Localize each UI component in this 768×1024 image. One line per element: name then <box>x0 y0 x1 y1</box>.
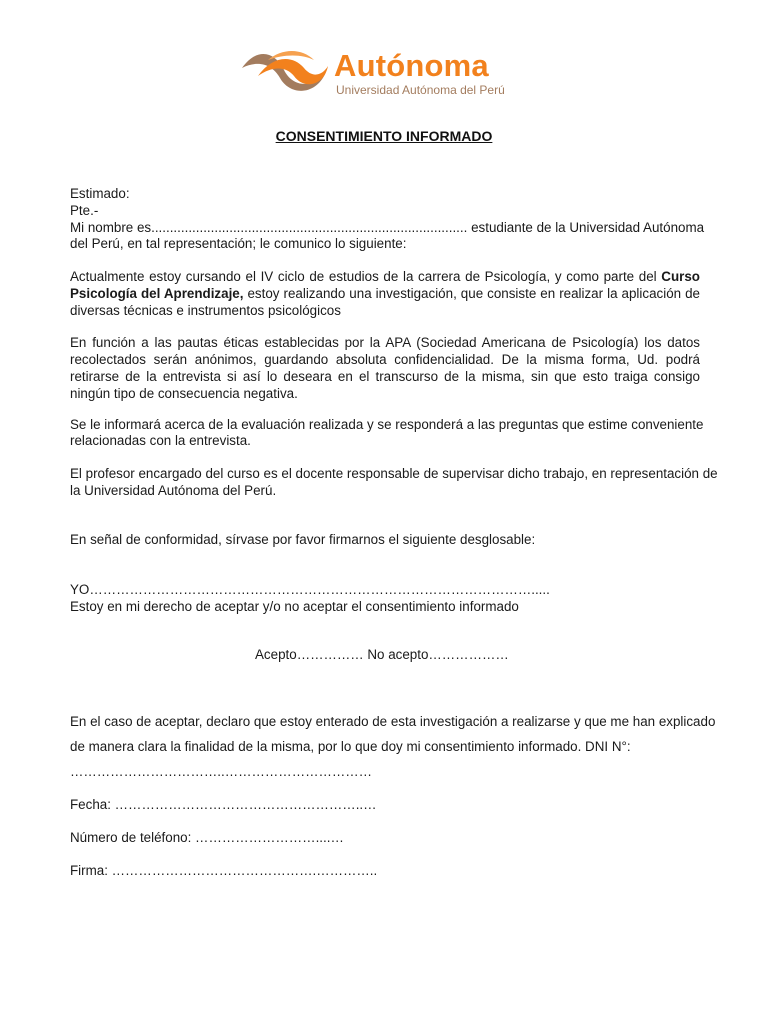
greeting-estimado: Estimado: <box>70 186 130 201</box>
name-blank: Mi nombre es..................................................................................... <box>70 220 468 235</box>
paragraph-evaluation-line-2: relacionadas con la entrevista. <box>70 433 251 448</box>
accept-reject-field[interactable]: Acepto…………… No acepto……………… <box>255 647 509 662</box>
phone-field[interactable]: Número de teléfono: ………………………....… <box>70 830 344 845</box>
intro-line-2: del Perú, en tal representación; le comunico lo siguiente: <box>70 236 407 251</box>
paragraph-conformity: En señal de conformidad, sírvase por favor firmarnos el siguiente desglosable: <box>70 532 536 547</box>
consent-right-text: Estoy en mi derecho de aceptar y/o no aceptar el consentimiento informado <box>70 599 519 614</box>
paragraph-ethics: En función a las pautas éticas establecidas por la APA (Sociedad Americana de Psicología) los datos recolectados serán anónimos, guardando absoluta confidencialidad. De la misma forma, Ud. podrá retirarse de la entrevista si así lo deseara en el transcurso de la misma, sin que esto traiga consigo ningún tipo de consecuencia negativa. <box>70 335 700 401</box>
declaration-line-2: de manera clara la finalidad de la misma, por lo que doy mi consentimiento informado. DNI N°: <box>70 739 631 754</box>
paragraph-professor-line-1: El profesor encargado del curso es el docente responsable de supervisar dicho trabajo, en representación de <box>70 466 718 481</box>
document-title: CONSENTIMIENTO INFORMADO <box>275 128 493 144</box>
dni-field[interactable]: ……………………………..…………………………… <box>70 764 373 779</box>
signature-field[interactable]: Firma: ……………………………………….………….. <box>70 863 378 878</box>
greeting-pte: Pte.- <box>70 203 99 218</box>
logo-brand-name: Autónoma <box>334 48 489 83</box>
intro-line-1 <box>70 219 704 236</box>
logo-subtitle: Universidad Autónoma del Perú <box>336 83 505 97</box>
university-logo <box>238 40 528 102</box>
intro-suffix: estudiante de la Universidad Autónoma <box>467 220 705 235</box>
logo-swirl-icon <box>238 46 330 98</box>
declaration-line-1: En el caso de aceptar, declaro que estoy enterado de esta investigación a realizarse y que me han explicado <box>70 714 716 729</box>
course-name: Curso Psicología del Aprendizaje, <box>70 269 700 301</box>
paragraph-professor-line-2: la Universidad Autónoma del Perú. <box>70 483 277 498</box>
paragraph-course: Actualmente estoy cursando el IV ciclo de estudios de la carrera de Psicología, y como parte del Curso Psicología del Aprendizaje, estoy realizando una investigación, que consiste en realizar la aplicación de diversas técnicas e instrumentos psicológicos <box>70 269 700 318</box>
date-field[interactable]: Fecha: ………………………………………………..… <box>70 797 377 812</box>
paragraph-evaluation-line-1: Se le informará acerca de la evaluación realizada y se responderá a las preguntas que estime conveniente <box>70 417 704 432</box>
yo-name-field[interactable]: YO………………………………………………………………………………………..... <box>70 582 550 597</box>
